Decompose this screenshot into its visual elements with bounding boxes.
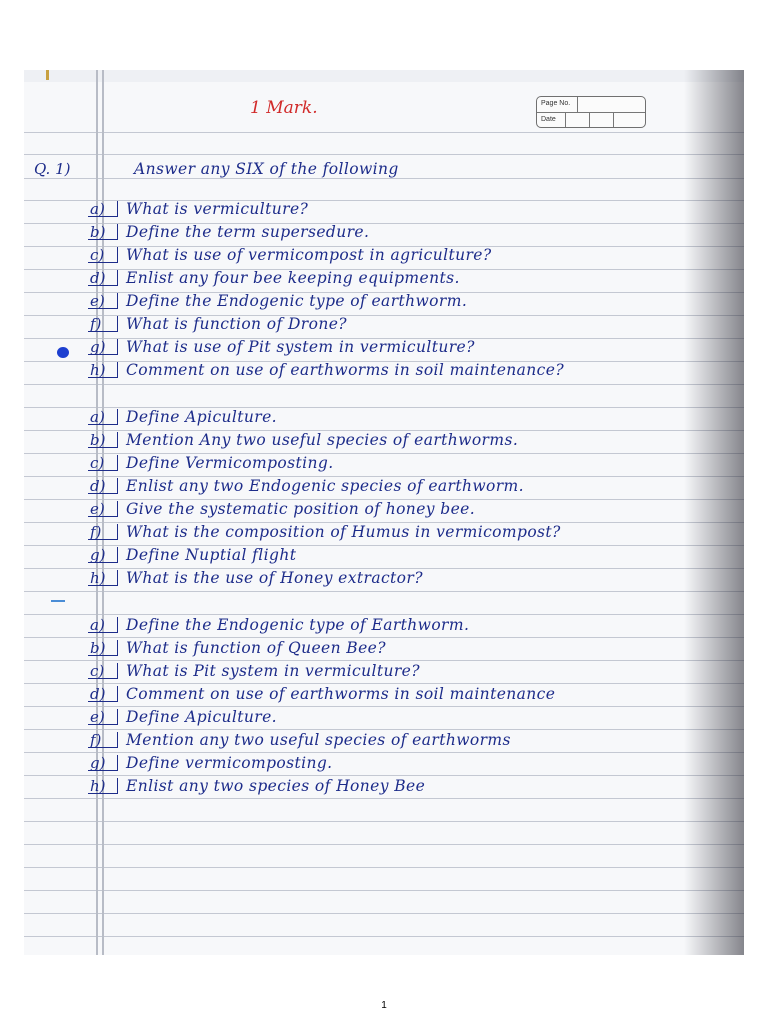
item-label: d) xyxy=(88,686,118,702)
ruled-line xyxy=(24,132,744,133)
item-text: Define Apiculture. xyxy=(126,408,277,426)
item-text: What is use of vermicompost in agriculture? xyxy=(126,246,492,264)
question-item xyxy=(88,567,423,589)
page-top-edge xyxy=(24,70,744,82)
question-item xyxy=(88,475,524,497)
question-item xyxy=(88,221,369,243)
question-item xyxy=(88,429,518,451)
item-label: c) xyxy=(88,455,118,471)
ruled-line xyxy=(24,890,744,891)
question-item xyxy=(88,614,469,636)
question-item xyxy=(88,498,475,520)
question-item xyxy=(88,637,386,659)
item-label: d) xyxy=(88,478,118,494)
ink-blot xyxy=(57,347,69,358)
item-label: b) xyxy=(88,224,118,240)
item-text: What is use of Pit system in vermiculture? xyxy=(126,338,475,356)
item-label: a) xyxy=(88,201,118,217)
item-text: What is Pit system in vermiculture? xyxy=(126,662,420,680)
question-item xyxy=(88,406,277,428)
item-label: b) xyxy=(88,640,118,656)
item-label: a) xyxy=(88,617,118,633)
item-label: c) xyxy=(88,247,118,263)
page-heading: 1 Mark. xyxy=(250,98,318,118)
item-text: Define Vermicomposting. xyxy=(126,454,334,472)
item-label: h) xyxy=(88,362,118,378)
item-text: What is the use of Honey extractor? xyxy=(126,569,423,587)
page-number: 1 xyxy=(381,1000,387,1011)
question-item xyxy=(88,660,420,682)
question-item xyxy=(88,267,460,289)
item-label: d) xyxy=(88,270,118,286)
item-text: Enlist any two Endogenic species of earthworm. xyxy=(126,477,524,495)
item-text: Enlist any two species of Honey Bee xyxy=(126,777,426,795)
item-text: What is the composition of Humus in vermicompost? xyxy=(126,523,561,541)
item-text: Define Nuptial flight xyxy=(126,546,297,564)
question-item xyxy=(88,729,511,751)
item-text: Define Apiculture. xyxy=(126,708,277,726)
item-label: c) xyxy=(88,663,118,679)
page-number-date-box xyxy=(536,96,646,128)
question-item xyxy=(88,290,467,312)
item-label: g) xyxy=(88,755,118,771)
question-item xyxy=(88,313,347,335)
page-shadow xyxy=(684,70,744,955)
box-divider xyxy=(577,97,578,112)
ruled-line xyxy=(24,844,744,845)
question-item xyxy=(88,775,425,797)
item-text: What is function of Queen Bee? xyxy=(126,639,386,657)
question-number: Q. 1) xyxy=(34,160,71,178)
ruled-line xyxy=(24,384,744,385)
item-text: Mention Any two useful species of earthworms. xyxy=(126,431,519,449)
ruled-line xyxy=(24,936,744,937)
question-item xyxy=(88,452,334,474)
pen-mark xyxy=(51,600,65,602)
question-item xyxy=(88,336,475,358)
item-label: g) xyxy=(88,547,118,563)
item-label: a) xyxy=(88,409,118,425)
ruled-line xyxy=(24,591,744,592)
item-label: h) xyxy=(88,570,118,586)
item-text: What is function of Drone? xyxy=(126,315,347,333)
item-label: f) xyxy=(88,732,118,748)
item-label: g) xyxy=(88,339,118,355)
item-text: What is vermiculture? xyxy=(126,200,309,218)
item-label: h) xyxy=(88,778,118,794)
item-label: e) xyxy=(88,501,118,517)
box-divider xyxy=(537,112,645,113)
question-item xyxy=(88,244,492,266)
item-label: e) xyxy=(88,709,118,725)
question-item xyxy=(88,706,277,728)
question-item xyxy=(88,359,564,381)
item-text: Define the Endogenic type of Earthworm. xyxy=(126,616,470,634)
item-label: f) xyxy=(88,524,118,540)
notebook-page-photo xyxy=(24,70,744,955)
box-divider xyxy=(613,113,614,127)
item-label: b) xyxy=(88,432,118,448)
item-text: Define the term supersedure. xyxy=(126,223,370,241)
question-item xyxy=(88,521,561,543)
item-label: e) xyxy=(88,293,118,309)
ruled-line xyxy=(24,154,744,155)
ruled-line xyxy=(24,913,744,914)
instruction-text: Answer any SIX of the following xyxy=(134,160,399,178)
item-text: Give the systematic position of honey bee. xyxy=(126,500,476,518)
box-divider xyxy=(589,113,590,127)
ruled-line xyxy=(24,821,744,822)
question-item xyxy=(88,683,555,705)
date-label: Date xyxy=(541,116,556,123)
question-item xyxy=(88,544,296,566)
item-text: Comment on use of earthworms in soil maintenance? xyxy=(126,361,565,379)
item-text: Comment on use of earthworms in soil maintenance xyxy=(126,685,556,703)
item-label: f) xyxy=(88,316,118,332)
question-item xyxy=(88,198,308,220)
ruled-line xyxy=(24,178,744,179)
item-text: Define vermicomposting. xyxy=(126,754,333,772)
item-text: Define the Endogenic type of earthworm. xyxy=(126,292,468,310)
item-text: Mention any two useful species of earthworms xyxy=(126,731,511,749)
question-item xyxy=(88,752,333,774)
page-no-label: Page No. xyxy=(541,100,571,107)
box-divider xyxy=(565,113,566,127)
corner-mark xyxy=(46,70,49,80)
item-text: Enlist any four bee keeping equipments. xyxy=(126,269,460,287)
ruled-line xyxy=(24,867,744,868)
ruled-line xyxy=(24,798,744,799)
